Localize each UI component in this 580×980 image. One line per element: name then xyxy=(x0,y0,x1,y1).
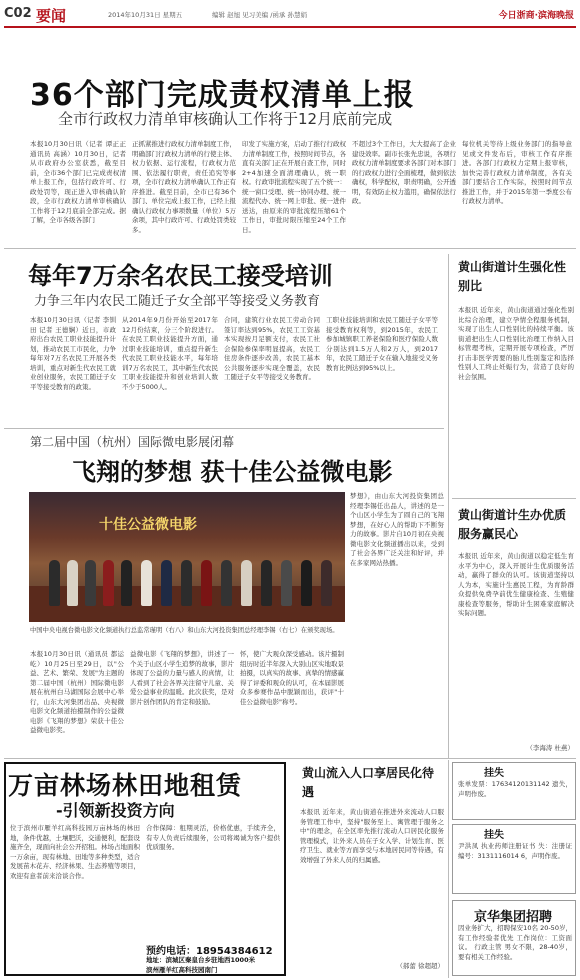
photo-figure xyxy=(161,560,172,606)
story3-kicker: 第二届中国（杭州）国际微电影展闭幕 xyxy=(30,435,235,449)
photo-figure xyxy=(49,560,60,606)
story3-right-col: 梦想》，由山东大河投资集团总经理李锡任出品人，讲述的是一个山区小学生为了圆自己的飞翔梦想，在好心人的帮助下不断努力的故事。影片自10月初在央视微电影文化频道播出以来，受到了社会各界广泛关注和好评，并在多家网站热播。 xyxy=(350,492,444,567)
photo-figure xyxy=(281,560,292,606)
story2-subhead: 力争三年内农民工随迁子女全部平等接受义务教育 xyxy=(34,294,321,309)
sidebar-item2-author: （李海涛 杜燕） xyxy=(526,744,574,752)
ad-body: 位于滨州市雁羊红高科技园万亩林场的林田地，条件优越，土壤肥沃，交通便利，配套设施齐全，现面向社会公开招租。林场占地面积一万余亩，现有林地、田地等多种类型，适合发展苗木花卉、经济林果、生态养殖等项目，欢迎有意者前来洽谈合作。 xyxy=(10,824,140,880)
story3-col2: 益微电影《飞翔的梦想》，讲述了一个关于山区小学生追梦的故事，影片体现了公益的力量与感人的真情，让人看到了社会各界关注留守儿童、关爱公益事业的温暖。此次获奖，是对影片创作团队的肯定和鼓励。 xyxy=(130,650,234,706)
photo-figure xyxy=(181,560,192,606)
classified-1-title: 挂失 xyxy=(484,768,504,779)
story2-col2: 从2014年9月份开始至2017年12月份结束，分三个阶段进行。在农民工职业技能提升方面，通过职业技能培训，重点提升新生代农民工职业技能水平，每年培训7万名农民工，其中新生代农民工职业技能提升和创业培训人数不少于5000人。 xyxy=(122,316,218,391)
sidebar-item2-body: 本报讯 近年来，黄山街道以稳定低生育水平为中心，深入开展计生优质服务活动，赢得了群众的认可。该街道坚持以人为本，实施计生惠民工程，为育龄群众提供免费孕前优生健康检查、生殖健康检查等服务，帮助计生困难家庭解决实际问题。 xyxy=(458,552,574,617)
story1-headline: 36个部门完成责权清单上报 xyxy=(30,78,415,113)
photo-caption: 中国中央电视台微电影文化频道执行总监常瑾明（右八）和山东大河投资集团总经理李锡（右七）在颁奖现场。 xyxy=(30,627,339,634)
divider xyxy=(4,248,576,249)
photo-figure xyxy=(85,560,96,606)
masthead xyxy=(4,4,576,28)
issue-date: 2014年10月31日 星期五 xyxy=(108,11,183,19)
photo-figure xyxy=(301,560,312,606)
section-tag: 要闻 xyxy=(36,7,67,25)
photo-figure xyxy=(121,560,132,606)
ad-subtitle: -引领新投资方向 xyxy=(56,801,175,820)
column-divider xyxy=(448,760,449,978)
photo-figure xyxy=(103,560,114,606)
photo-figure xyxy=(241,560,252,606)
divider xyxy=(4,758,576,759)
classified-2-body: 尹洪凤 执业药师注册证书 失：注册证编号：3131116014 6，声明作废。 xyxy=(458,842,572,860)
story2-col3: 合同，建筑行业农民工劳动合同签订率达到95%，农民工工资基本实现按月足额支付，农民工社会保险参保率明显提高，农民工住房条件逐步改善，农民工基本公共服务逐步实现全覆盖，农民工随迁子女平等接受义务教育。 xyxy=(224,316,320,381)
ad-title: 万亩林场林田地租赁 xyxy=(8,771,243,800)
photo-figure xyxy=(201,560,212,606)
sidebar-item1-body: 本报讯 近年来，黄山街道通过强化性别比综合治理，建立孕情全程服务机制，实现了出生人口性别比的持续平衡。该街道把出生人口性别比治理工作纳入目标管理考核，定期开展专项检查，严厉打击非医学需要的胎儿性别鉴定和选择性别人工终止妊娠行为，营造了良好的社会氛围。 xyxy=(458,306,574,381)
classified-3-title: 京华集团招聘 xyxy=(474,910,553,925)
story1-col5: 每位机关等待上级业务部门的指导意见或文件发布后，审核工作有序推进。各部门行政权力定期上报审核，加快完善行政权力清单制度，各有关部门要结合工作实际，按照时间节点推进工作，并于2015年第一季度公布行政权力清单。 xyxy=(462,140,572,205)
story4-headline: 黄山流入人口享居民化待遇 xyxy=(302,766,435,799)
photo-figure xyxy=(261,560,272,606)
award-ceremony-photo xyxy=(29,492,345,622)
photo-figure xyxy=(141,560,152,606)
story1-col4: 不超过3个工作日，大大提高了企业建设效率。副市长张先忠说，各项行政权力清单制度要求各部门对本部门的行政权力进行全面梳理，做到依法确权，科学配权，职责明确，公开透明，有效防止权力滥用，确保依法行政。 xyxy=(352,140,456,205)
ad-phone-number: 18954384612 xyxy=(196,946,273,957)
classified-1-body: 张单发票：17634120131142 遗失，声明作废。 xyxy=(458,780,572,798)
classified-3-body: 因业务扩大，招聘保安10名 20-50岁，有工作经验者优先 工作岗位：工资面议。 行政主管 男女不限，28-40岁，要有相关工作经验。 xyxy=(458,924,572,961)
photo-figure xyxy=(221,560,232,606)
divider xyxy=(452,498,576,499)
story2-headline: 每年7万余名农民工接受培训 xyxy=(28,262,333,290)
column-divider xyxy=(448,254,449,759)
story1-subhead: 全市行政权力清单审核确认工作将于12月底前完成 xyxy=(58,110,393,128)
ad-phone-label: 预约电话： xyxy=(146,946,196,957)
story1-col2: 正抓紧推进行政权力清单制度工作，明确部门行政权力清单的行使主体、权力依据、运行流程，行政权力范围、依法履行职责，责任追究等事项，全市行政权力清单确认工作正有序推进。截至目前，全市已有36个部门、单位完成上报工作，已经上报确认行政权力事项数量（单位）5万余项，其中行政许可、行政处罚类较多。 xyxy=(132,140,236,234)
ad-phone xyxy=(146,942,273,957)
story4-author: （郝蕾 徐超超） xyxy=(396,962,444,970)
story1-col3: 印发了实施方案，启动了推行行政权力清单制度工作，按照时间节点，各直有关部门正在开展自查工作，同时2+4加速全面清理确认，统一职权。行政审批流程实现了五个统一：统一窗口受理、统一协同办理、统一流程代办、统一网上审批、统一进件送达，由原来的审批流程压缩61个工作日，审批时限压缩至24个工作日。 xyxy=(242,140,346,234)
story3-col1: 本报10月30日讯（通讯员 都运屹）10月25日至29日，以"公益、艺术、繁荣、发展"为主题的第二届中国（杭州）国际微电影展在杭州白马湖国际会展中心举行，山东大河集团出品、央视微电影文化频道拍摄制作的公益微电影《飞翔的梦想》荣获十佳公益微电影奖。 xyxy=(30,650,124,734)
page-number: C02 xyxy=(4,6,32,21)
story2-col1: 本报10月30日讯（记者 李钏田 记者 王德娴）近日，市政府出台农民工职业技能提升计划，推动农民工市民化，力争每年对7万名农民工开展各类培训，重点对新生代农民工就业创业服务，农民工随迁子女平等接受教育的政策。 xyxy=(30,316,116,391)
story1-col1: 本报10月30日讯（记者 谭正正 通讯员 高涵）10月30日，记者从市政府办公室获悉，截至目前，全市36个部门已完成责权清单上报工作，包括行政许可、行政处罚等，现正进入审核确认阶段，全市行政权力清单审核确认工作将于12月底前全部完成。据了解，全市各级各部门 xyxy=(30,140,126,224)
story2-col4: 工职业技能培训和农民工随迁子女平等接受教育权利等，到2015年，农民工参加城镇职工养老保险和医疗保险人数分别达到1.5万人和2万人，到2017年，农民工随迁子女在输入地接受义务教育比例达到95%以上。 xyxy=(326,316,438,372)
story3-headline: 飞翔的梦想 获十佳公益微电影 xyxy=(72,458,393,486)
photo-figure xyxy=(321,560,332,606)
editor-credits: 编辑 赵旭 见习美编 /函承 孙慧娟 xyxy=(212,11,307,19)
paper-logo: 今日浙商·滨海晚报 xyxy=(498,11,574,21)
story3-col3: 怀，使广大观众深受感动。该片摄制组历时近半年深入大别山区实地取景拍摄，以真实的故事、真挚的情感赢得了评委和观众的认可，在本届影展众多参赛作品中脱颖而出，获评"十佳公益微电影"称号。 xyxy=(240,650,344,706)
classified-2-title: 挂失 xyxy=(484,830,504,841)
divider xyxy=(4,428,444,429)
sidebar-item2-headline: 黄山街道计生办优质服务赢民心 xyxy=(458,508,567,541)
ad-address: 地址：滨城区秦皇台乡驻地西1000米 xyxy=(146,956,256,964)
ad-company: 滨州雁羊红高科技园南门 xyxy=(146,966,218,974)
photo-figure xyxy=(67,560,78,606)
sidebar-item1-headline: 黄山街道计生强化性别比 xyxy=(458,260,567,293)
story4-body: 本报讯 近年来，黄山街道在推进外来流动人口服务管理工作中，坚持"服务至上、寓管理于服务之中"的理念，在全区率先推行流动人口居民化服务管理模式，让外来人员在子女入学、计划生育、医疗卫生、就业等方面享受与本地居民同等待遇，有效增强了外来人员的归属感。 xyxy=(300,808,444,864)
photo-banner: 十佳公益微电影 xyxy=(99,517,197,533)
ad-info: 合作保障：租期灵活，价格优惠，手续齐全，有专人负责后续服务，公司将竭诚为客户提供优质服务。 xyxy=(146,824,280,851)
